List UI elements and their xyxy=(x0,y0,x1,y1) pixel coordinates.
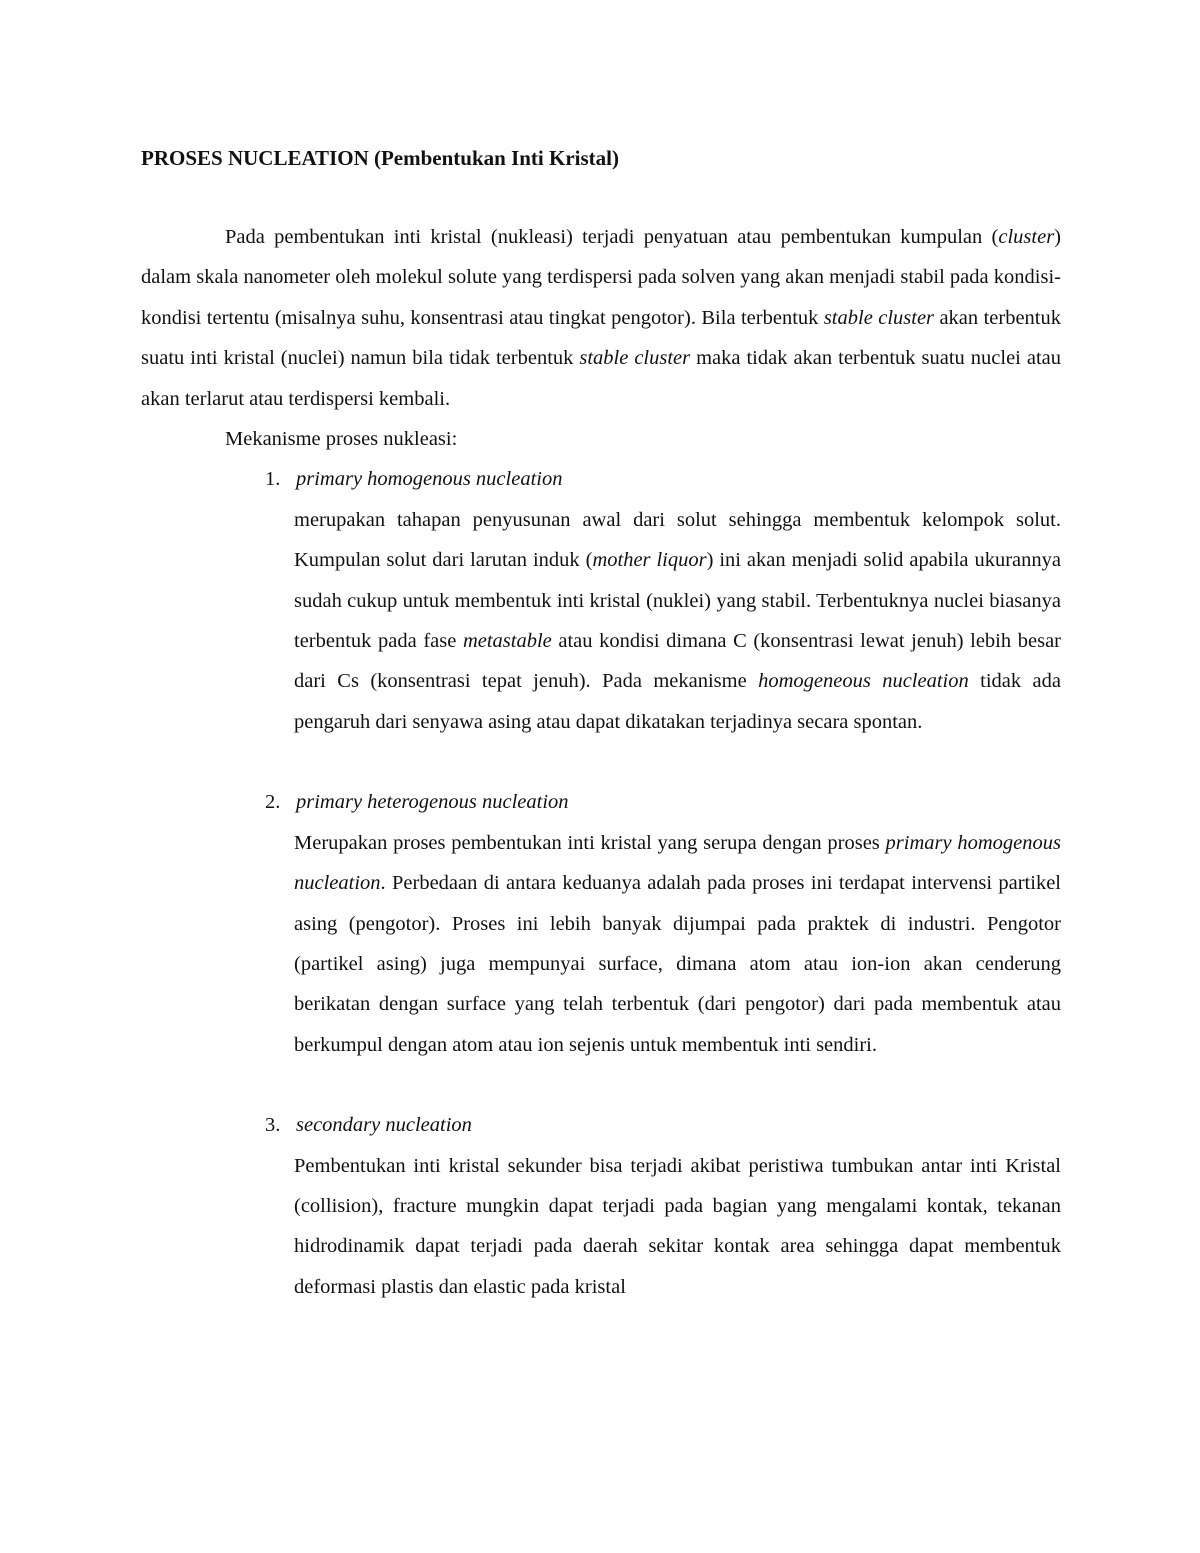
list-item-number: 1. xyxy=(265,468,281,491)
body-segment: tidak ada pengaruh dari senyawa asing atau dapat dikatakan terjadinya secara spontan. xyxy=(294,670,1061,733)
intro-segment: ) dalam skala nanometer oleh molekul solute yang terdispersi pada solven yang akan menjadi stabil pada kondisi-kondisi tertentu (misalnya suhu, konsentrasi atau tingkat pengotor). Bila terbentuk xyxy=(141,226,1061,329)
document-title: PROSES NUCLEATION (Pembentukan Inti Kristal) xyxy=(141,146,619,170)
body-segment: atau kondisi dimana C (konsentrasi lewat jenuh) lebih besar dari Cs (konsentrasi tepat jenuh). Pada mekanisme xyxy=(294,630,1061,693)
list-item-heading xyxy=(141,459,1061,499)
list-item-title: secondary nucleation xyxy=(296,1114,472,1137)
body-segment: . Perbedaan di antara keduanya adalah pada proses ini terdapat intervensi partikel asing (pengotor). Proses ini lebih banyak dijumpai pada praktek di industri. Pengotor (partikel asing) juga mempunyai surface, dimana atom atau ion-ion akan cenderung berikatan dengan surface yang telah terbentuk (dari pengotor) dari pada membentuk atau berkumpul dengan atom atau ion sejenis untuk membentuk inti sendiri. xyxy=(294,872,1061,1056)
body-segment-italic: homogeneous nucleation xyxy=(758,670,969,693)
intro-segment-italic: cluster xyxy=(998,226,1055,248)
intro-segment: akan terbentuk suatu inti kristal (nuclei) namun bila tidak terbentuk xyxy=(141,306,1062,370)
list-item-heading xyxy=(141,1105,1061,1145)
spacer xyxy=(141,1065,1061,1105)
list-item-title: primary heterogenous nucleation xyxy=(296,791,569,814)
list-item-2 xyxy=(141,782,1061,1065)
spacer xyxy=(141,742,1061,782)
list-item-3 xyxy=(141,1105,1061,1307)
list-item-heading xyxy=(141,782,1061,822)
list-item-number: 3. xyxy=(265,1114,281,1137)
intro-segment-italic: stable cluster xyxy=(579,347,691,370)
list-item-title: primary homogenous nucleation xyxy=(296,468,563,491)
list-item-body xyxy=(141,823,1061,1065)
body-segment: merupakan tahapan penyusunan awal dari solut sehingga membentuk kelompok solut. Kumpulan solut dari larutan induk ( xyxy=(294,508,1061,572)
mechanism-heading: Mekanisme proses nukleasi: xyxy=(225,428,458,451)
intro-segment: maka tidak akan terbentuk suatu nuclei atau akan terlarut atau terdispersi kembali. xyxy=(141,347,1061,410)
list-item-body xyxy=(141,1146,1061,1308)
body-segment: Pembentukan inti kristal sekunder bisa terjadi akibat peristiwa tumbukan antar inti Kristal (collision), fracture mungkin dapat terjadi pada bagian yang mengalami kontak, tekanan hidrodinamik dapat terjadi pada daerah sekitar kontak area sehingga dapat membentuk deformasi plastis dan elastic pada kristal xyxy=(294,1154,1061,1298)
body-segment-italic: mother liquor xyxy=(592,549,707,572)
intro-paragraph xyxy=(141,217,1061,419)
list-item-body xyxy=(141,500,1061,742)
list-item-number: 2. xyxy=(265,791,281,814)
document-page xyxy=(141,138,1061,1307)
body-segment-italic: primary homogenous nucleation xyxy=(294,831,1061,895)
body-segment: Merupakan proses pembentukan inti kristal yang serupa dengan proses xyxy=(294,831,886,854)
list-item-1 xyxy=(141,459,1061,742)
intro-segment-italic: stable cluster xyxy=(823,306,935,329)
body-segment: ) ini akan menjadi solid apabila ukurannya sudah cukup untuk membentuk inti kristal (nuklei) yang stabil. Terbentuknya nuclei biasanya terbentuk pada fase xyxy=(294,549,1061,653)
body-segment-italic: metastable xyxy=(462,630,552,653)
intro-segment: Pada pembentukan inti kristal (nukleasi) terjadi penyatuan atau pembentukan kumpulan ( xyxy=(225,226,999,248)
